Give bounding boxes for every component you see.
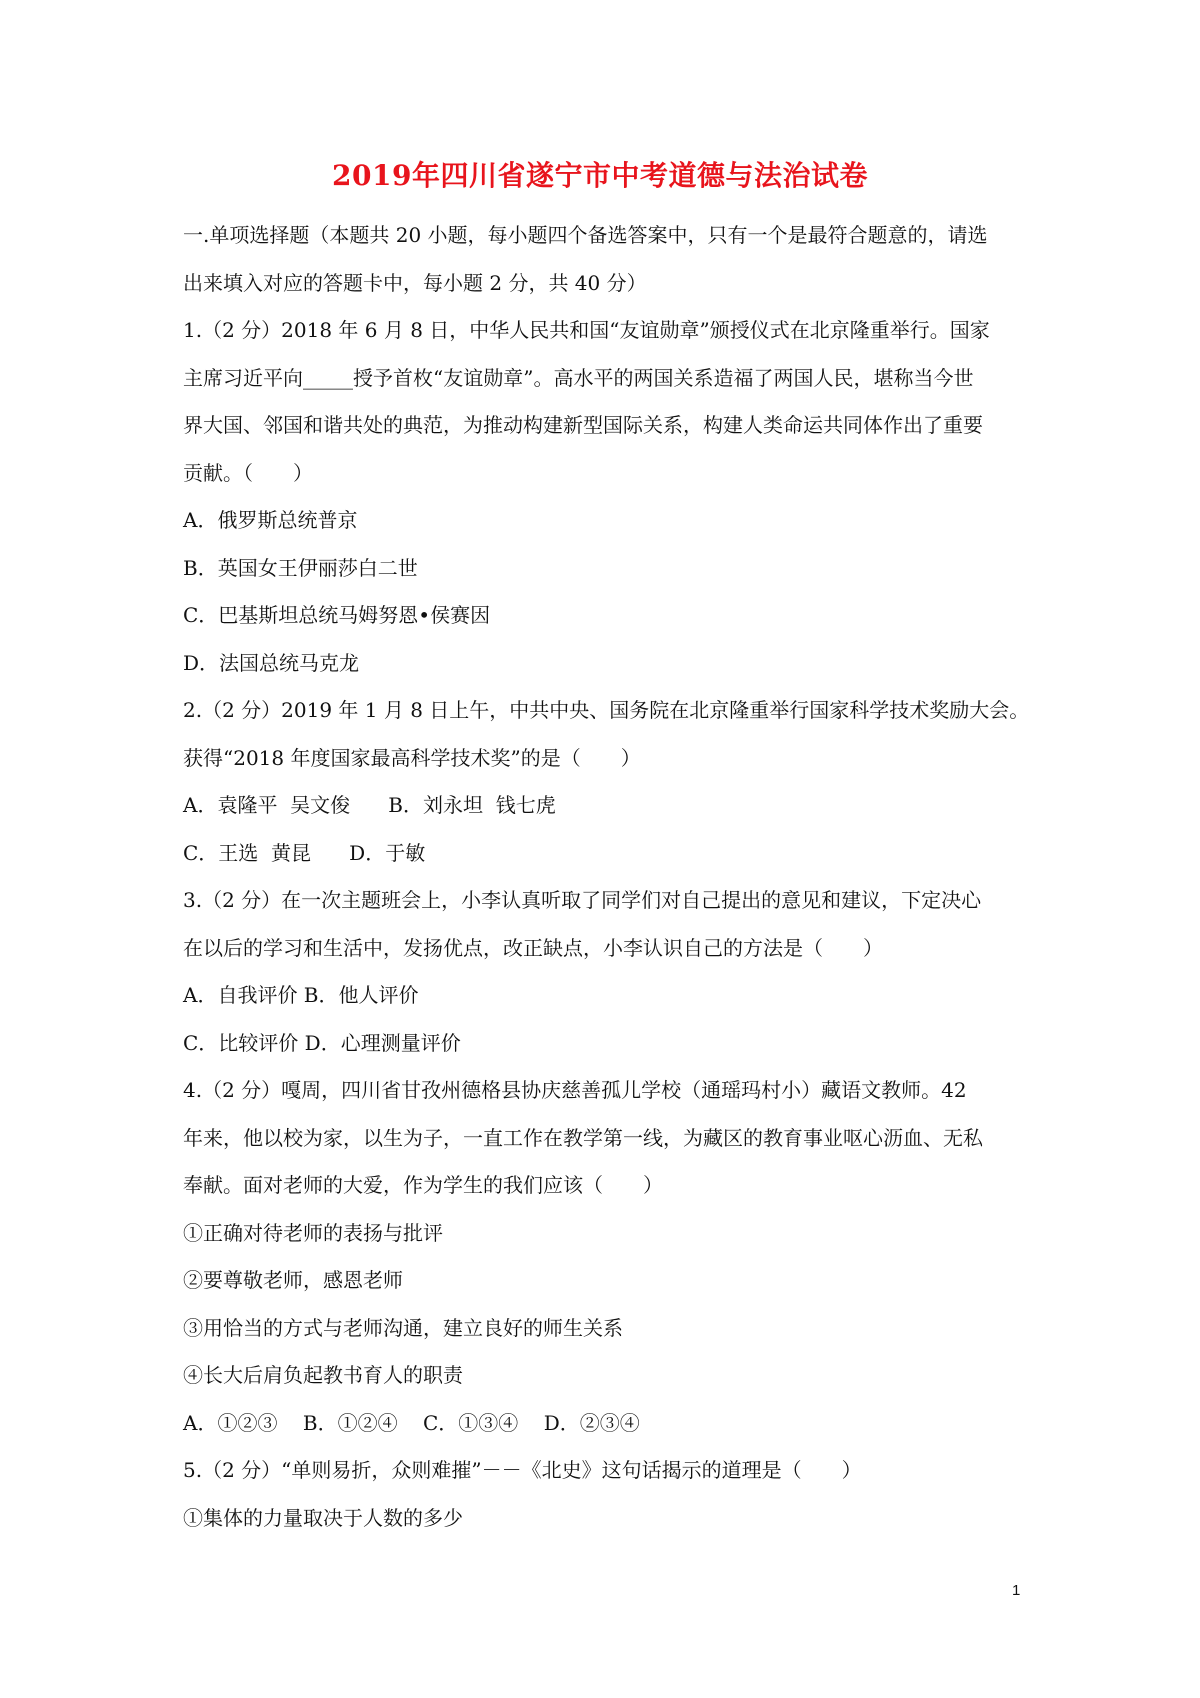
question-1-option-a: A．俄罗斯总统普京 bbox=[183, 508, 358, 532]
question-4-statement-3: ③用恰当的方式与老师沟通，建立良好的师生关系 bbox=[183, 1315, 623, 1340]
page-number: 1 bbox=[1012, 1582, 1021, 1599]
question-5-statement-1: ①集体的力量取决于人数的多少 bbox=[183, 1505, 463, 1530]
question-3-stem-line-1: 3.（2 分）在一次主题班会上，小李认真听取了同学们对自己提出的意见和建议，下定决心 bbox=[183, 888, 982, 912]
question-1-option-b: B．英国女王伊丽莎白二世 bbox=[183, 555, 418, 580]
question-2-stem-line-2: 获得“2018 年度国家最高科学技术奖”的是（ ） bbox=[183, 745, 641, 770]
question-1-stem-line-1: 1.（2 分）2018 年 6 月 8 日，中华人民共和国“友谊勋章”颁授仪式在北京隆重举行。国家 bbox=[183, 318, 990, 342]
question-4-statement-1: ①正确对待老师的表扬与批评 bbox=[183, 1220, 443, 1245]
question-2-options-cd: C．王选 黄昆 D．于敏 bbox=[183, 840, 426, 865]
question-3-options-ab: A．自我评价 B．他人评价 bbox=[183, 983, 419, 1007]
question-4-statement-2: ②要尊敬老师，感恩老师 bbox=[183, 1268, 403, 1292]
question-2-stem-line-1: 2.（2 分）2019 年 1 月 8 日上午，中共中央、国务院在北京隆重举行国家科学技术奖励大会。 bbox=[183, 698, 1030, 722]
question-4-stem-line-3: 奉献。面对老师的大爱，作为学生的我们应该（ ） bbox=[183, 1173, 663, 1197]
section-heading-line-1: 一.单项选择题（本题共 20 小题，每小题四个备选答案中，只有一个是最符合题意的，请选 bbox=[183, 223, 988, 247]
question-1-stem-line-3: 界大国、邻国和谐共处的典范，为推动构建新型国际关系，构建人类命运共同体作出了重要 bbox=[183, 413, 983, 437]
question-4-stem-line-1: 4.（2 分）嘎周，四川省甘孜州德格县协庆慈善孤儿学校（通瑶玛村小）藏语文教师。42 bbox=[183, 1078, 967, 1102]
question-4-statement-4: ④长大后肩负起教书育人的职责 bbox=[183, 1363, 463, 1387]
question-1-option-c: C．巴基斯坦总统马姆努恩•侯赛因 bbox=[183, 603, 491, 627]
question-1-stem-line-2: 主席习近平向_____授予首枚“友谊勋章”。高水平的两国关系造福了两国人民，堪称当今世 bbox=[183, 365, 974, 390]
question-1-stem-line-4: 贡献。（ ） bbox=[183, 460, 313, 485]
section-heading-line-2: 出来填入对应的答题卡中，每小题 2 分，共 40 分） bbox=[183, 270, 647, 295]
question-4-stem-line-2: 年来，他以校为家，以生为子，一直工作在教学第一线，为藏区的教育事业呕心沥血、无私 bbox=[183, 1125, 983, 1150]
question-2-options-ab: A．袁隆平 吴文俊 B．刘永坦 钱七虎 bbox=[183, 793, 556, 817]
question-3-stem-line-2: 在以后的学习和生活中，发扬优点，改正缺点，小李认识自己的方法是（ ） bbox=[183, 935, 883, 960]
exam-title: 2019年四川省遂宁市中考道德与法治试卷 bbox=[332, 159, 868, 192]
question-3-options-cd: C．比较评价 D．心理测量评价 bbox=[183, 1030, 461, 1055]
question-1-option-d: D．法国总统马克龙 bbox=[183, 650, 360, 675]
question-4-options: A．①②③ B．①②④ C．①③④ D．②③④ bbox=[183, 1410, 640, 1435]
exam-body bbox=[183, 212, 1028, 1542]
question-5-stem: 5.（2 分）“单则易折，众则难摧”－－《北史》这句话揭示的道理是（ ） bbox=[183, 1458, 862, 1482]
